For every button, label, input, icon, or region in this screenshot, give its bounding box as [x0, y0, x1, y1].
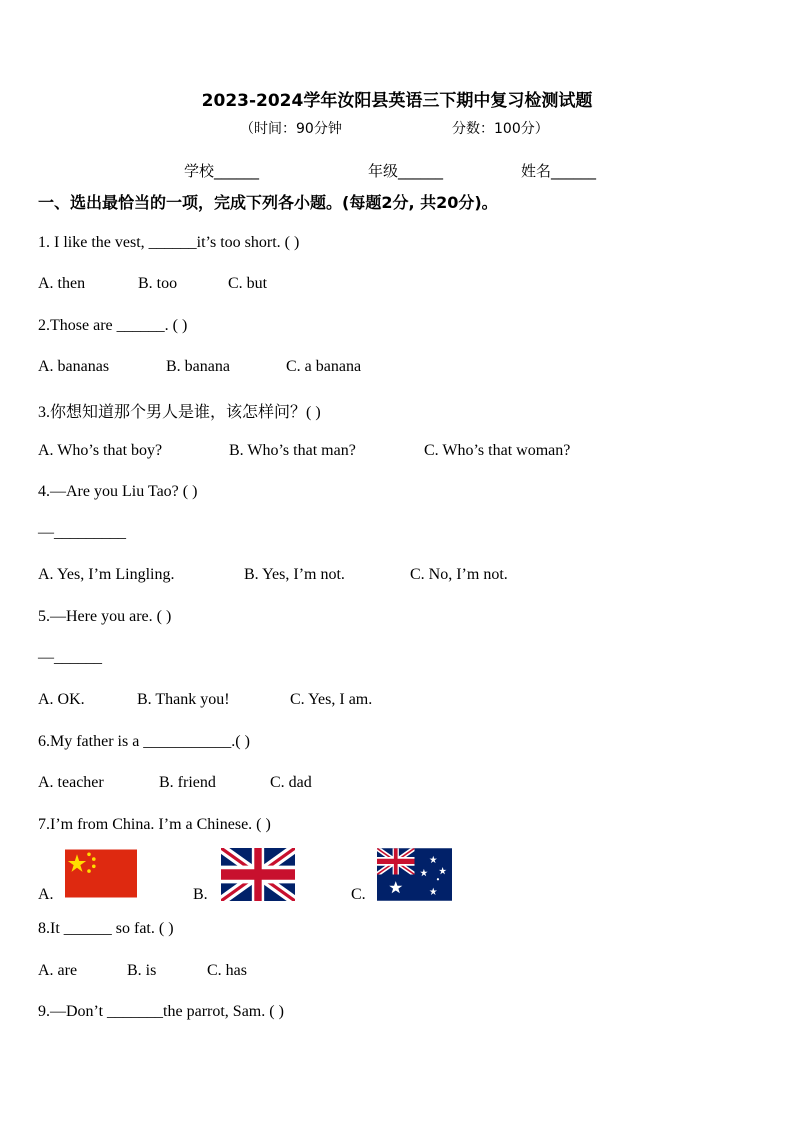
answer-line: —______	[38, 649, 102, 666]
question-stem: 2.Those are ______. ( )	[38, 317, 188, 334]
option-a: A. Who’s that boy?	[38, 442, 163, 459]
section-heading: 一、选出最恰当的一项，完成下列各小题。(每题2分, 共20分)。	[38, 193, 498, 212]
question-stem: 5.—Here you are. ( )	[38, 608, 172, 625]
option-a: A. then	[38, 275, 86, 292]
grade-field: 年级______	[368, 162, 444, 180]
australia-flag-icon	[377, 848, 452, 901]
question-stem: 8.It ______ so fat. ( )	[38, 920, 174, 937]
option-b: B. too	[138, 275, 178, 292]
option-c: C.	[351, 886, 366, 903]
question-stem: 9.—Don’t _______the parrot, Sam. ( )	[38, 1003, 284, 1020]
china-flag-icon	[65, 847, 137, 900]
question-stem: 3.你想知道那个男人是谁，该怎样问？( )	[38, 404, 321, 421]
option-b: B. Thank you!	[137, 691, 230, 708]
option-c: C. dad	[270, 774, 312, 791]
option-a: A. OK.	[38, 691, 85, 708]
question-stem: 1. I like the vest, ______it’s too short. ( )	[38, 234, 300, 251]
option-c: C. No, I’m not.	[410, 566, 508, 583]
option-c: C. has	[207, 962, 247, 979]
answer-line: —_________	[38, 524, 126, 541]
option-b: B. Who’s that man?	[229, 442, 356, 459]
option-b: B. banana	[166, 358, 230, 375]
option-c: C. Yes, I am.	[290, 691, 373, 708]
option-a: A. are	[38, 962, 78, 979]
option-b: B. is	[127, 962, 157, 979]
page-title: 2023-2024学年汝阳县英语三下期中复习检测试题	[201, 91, 593, 111]
question-stem: 7.I’m from China. I’m a Chinese. ( )	[38, 816, 271, 833]
exam-time: （时间：90分钟	[240, 121, 342, 137]
exam-score: 分数：100分）	[452, 121, 549, 137]
option-a: A. Yes, I’m Lingling.	[38, 566, 175, 583]
option-a: A. teacher	[38, 774, 104, 791]
option-c: C. but	[228, 275, 268, 292]
uk-flag-icon	[221, 848, 295, 901]
name-field: 姓名______	[521, 162, 597, 180]
option-c: C. a banana	[286, 358, 362, 375]
option-c: C. Who’s that woman?	[424, 442, 571, 459]
option-b: B. Yes, I’m not.	[244, 566, 345, 583]
option-a: A.	[38, 886, 54, 903]
school-field: 学校______	[184, 162, 260, 180]
question-stem: 6.My father is a ___________.( )	[38, 733, 250, 750]
option-a: A. bananas	[38, 358, 110, 375]
option-b: B. friend	[159, 774, 216, 791]
option-b: B.	[193, 886, 208, 903]
question-stem: 4.—Are you Liu Tao? ( )	[38, 483, 198, 500]
